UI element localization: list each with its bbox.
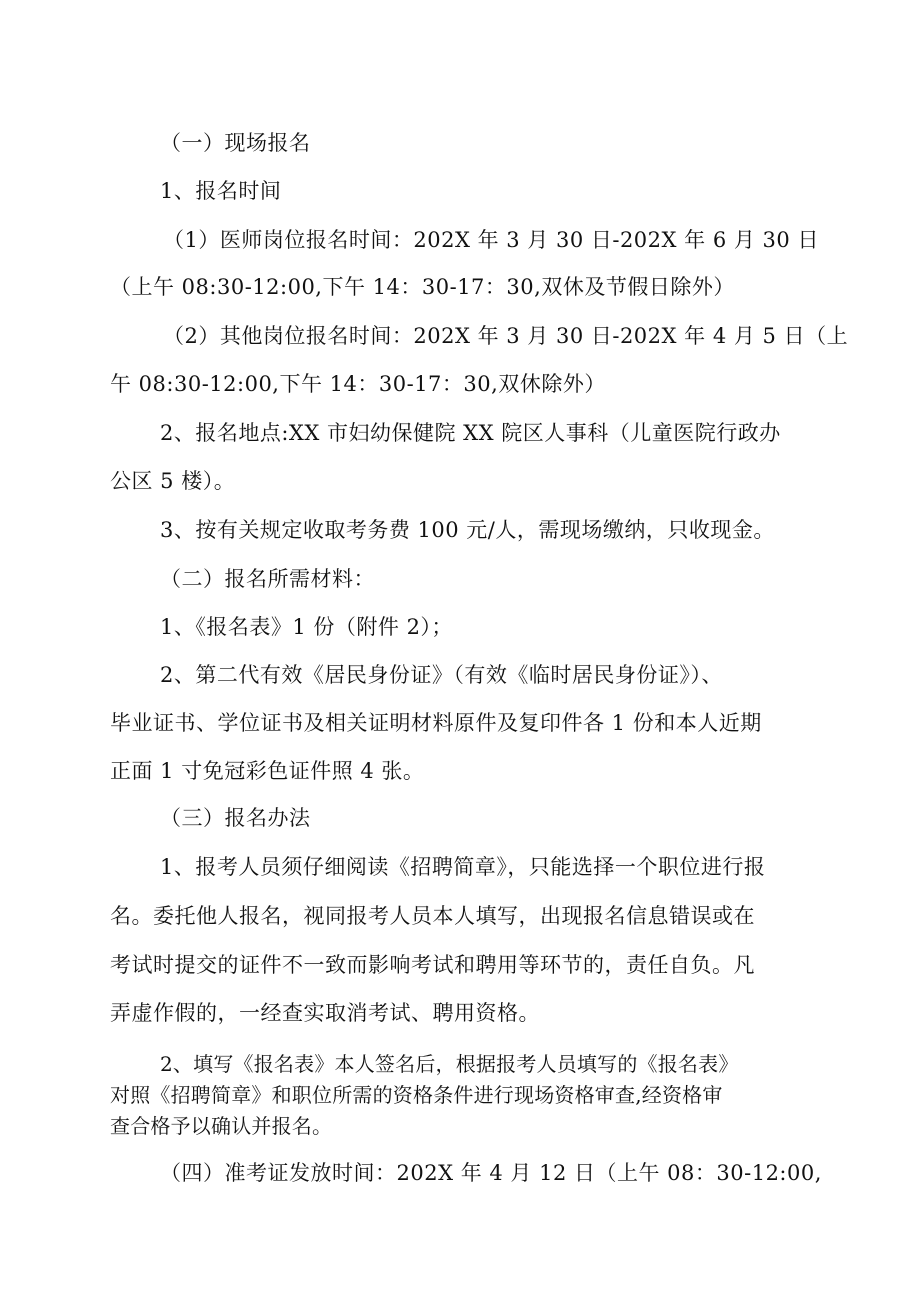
paragraph-other-registration-time-cont: 午 08:30-12:00,下午 14：30-17：30,双休除外） [110,372,606,396]
paragraph-sign-form-cont-2: 查合格予以确认并报名。 [110,1114,333,1138]
paragraph-id-card-cont: 毕业证书、学位证书及相关证明材料原件及复印件各 1 份和本人近期 [110,711,762,735]
item-registration-time: 1、报名时间 [160,179,282,203]
paragraph-registration-form: 1、《报名表》1 份（附件 2）； [160,615,453,639]
section-heading-onsite-registration: （一）现场报名 [160,131,311,155]
paragraph-read-brochure-cont-2: 考试时提交的证件不一致而影响考试和聘用等环节的，责任自负。凡 [110,953,755,977]
paragraph-other-registration-time: （2）其他岗位报名时间：202X 年 3 月 30 日-202X 年 4 月 5 日（上 [163,324,849,348]
paragraph-exam-fee: 3、按有关规定收取考务费 100 元/人，需现场缴纳，只收现金。 [160,518,775,542]
section-heading-required-materials: （二）报名所需材料： [160,567,375,591]
paragraph-read-brochure-cont: 名。委托他人报名，视同报考人员本人填写，出现报名信息错误或在 [110,904,755,928]
paragraph-id-card: 2、第二代有效《居民身份证》（有效《临时居民身份证》）、 [160,663,723,687]
paragraph-id-card-cont-2: 正面 1 寸免冠彩色证件照 4 张。 [110,759,425,783]
paragraph-read-brochure-cont-3: 弄虚作假的，一经查实取消考试、聘用资格。 [110,1001,540,1025]
paragraph-registration-location-cont: 公区 5 楼）。 [110,469,236,493]
paragraph-doctor-registration-time-cont: （上午 08:30-12:00,下午 14：30-17：30,双休及节假日除外） [110,275,735,299]
paragraph-sign-form-cont: 对照《招聘简章》和职位所需的资格条件进行现场资格审查,经资格审 [110,1083,723,1107]
paragraph-read-brochure: 1、报考人员须仔细阅读《招聘简章》，只能选择一个职位进行报 [160,855,766,879]
paragraph-registration-location: 2、报名地点:XX 市妇幼保健院 XX 院区人事科（儿童医院行政办 [160,421,781,445]
section-heading-admission-ticket: （四）准考证发放时间：202X 年 4 月 12 日（上午 08：30-12:00, [160,1161,822,1185]
section-heading-registration-method: （三）报名办法 [160,806,311,830]
paragraph-doctor-registration-time: （1）医师岗位报名时间：202X 年 3 月 30 日-202X 年 6 月 30 日 [163,228,819,252]
paragraph-sign-form: 2、填写《报名表》本人签名后，根据报考人员填写的《报名表》 [160,1052,739,1076]
